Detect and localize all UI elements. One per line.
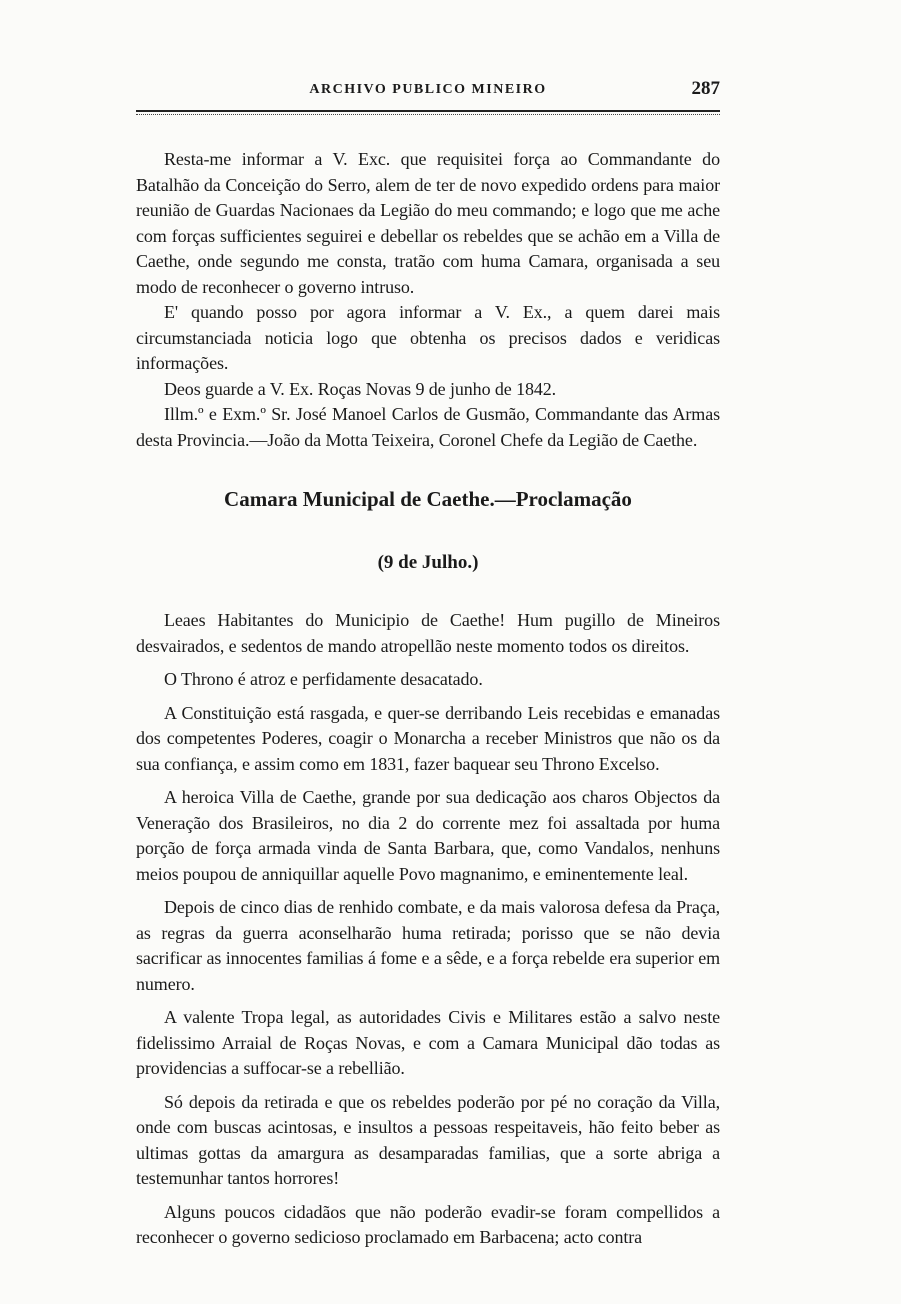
proclamation-paragraph: A valente Tropa legal, as autoridades Civis e Militares estão a salvo neste fidelissimo Arraial de Roças Novas, e com a Camara Municipal dão todas as providencias a suffocar-se a rebellião.: [136, 1007, 720, 1078]
proclamation-paragraph: A Constituição está rasgada, e quer-se derribando Leis recebidas e emanadas dos competentes Poderes, coagir o Monarcha a receber Ministros que não os da sua confiança, e assim como em 1831, fazer baquear seu Throno Excelso.: [136, 702, 720, 774]
letter-paragraph: Resta-me informar a V. Exc. que requisitei força ao Commandante do Batalhão da Conceição do Serro, alem de ter de novo expedido ordens para maior reunião de Guardas Nacionaes da Legião do meu commando; e logo que me ache com forças sufficientes seguirei e debellar os rebeldes que se achão em a Villa de Caethe, onde segundo me consta, tratão com huma Camara, organisada a seu modo de reconhecer o governo intruso.: [136, 149, 720, 297]
proclamation-paragraph: A heroica Villa de Caethe, grande por sua dedicação aos charos Objectos da Veneração dos Brasileiros, no dia 2 do corrente mez foi assaltada por huma porção de força armada vinda de Santa Barbara, que, como Vandalos, nenhuns meios poupou de anniquillar aquelle Povo magnanimo, e eminentemente leal.: [136, 787, 720, 884]
section-title: Camara Municipal de Caethe.—Proclamação: [224, 487, 632, 511]
proclamation-paragraph: Leaes Habitantes do Municipio de Caethe! Hum pugillo de Mineiros desvairados, e sedentos de mando atropellão neste momento todos os direitos.: [136, 610, 720, 656]
page-number: 287: [691, 78, 720, 99]
proclamation-body: [136, 608, 720, 1251]
document-page: [136, 80, 720, 1251]
section-date: (9 de Julho.): [377, 552, 479, 573]
letter-dateline: Deos guarde a V. Ex. Roças Novas 9 de junho de 1842.: [164, 378, 557, 399]
proclamation-paragraph: Depois de cinco dias de renhido combate, e da mais valorosa defesa da Praça, as regras da guerra aconselharão huma retirada; porisso que se não devia sacrificar as innocentes familias á fome e a sêde, e a força rebelde era superior em numero.: [136, 897, 720, 994]
proclamation-paragraph: O Throno é atroz e perfidamente desacatado.: [164, 669, 483, 689]
letter-body: [136, 147, 720, 453]
proclamation-paragraph: Alguns poucos cidadãos que não poderão evadir-se foram compellidos a reconhecer o governo sedicioso proclamado em Barbacena; acto contra: [136, 1201, 720, 1247]
header-rule: [136, 110, 720, 115]
letter-paragraph: E' quando posso por agora informar a V. Ex., a quem darei mais circumstanciada noticia logo que obtenha os precisos dados e veridicas informações.: [136, 302, 720, 373]
running-title: ARCHIVO PUBLICO MINEIRO: [309, 82, 547, 97]
letter-signature: Illm.º e Exm.º Sr. José Manoel Carlos de Gusmão, Commandante das Armas desta Provincia.—João da Motta Teixeira, Coronel Chefe da Legião de Caethe.: [136, 404, 720, 450]
proclamation-paragraph: Só depois da retirada e que os rebeldes poderão por pé no coração da Villa, onde com buscas acintosas, e insultos a pessoas respeitaveis, hão feito beber as ultimas gottas da amargura as desamparadas familias, que a sorte abriga a testemunhar tantos horrores!: [136, 1091, 720, 1188]
page-header: [136, 80, 720, 110]
